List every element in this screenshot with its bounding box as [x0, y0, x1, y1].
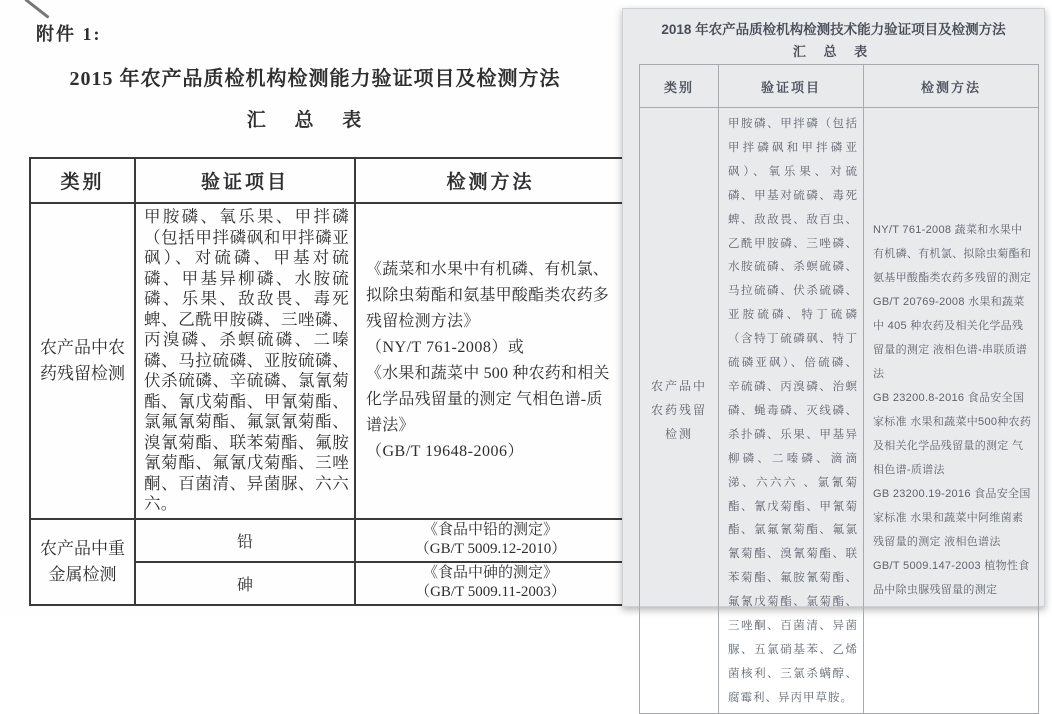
pesticide-methods-cell — [864, 108, 1039, 714]
method-entry-5: GB/T 5009.147-2003 植物性食品中除虫脲残留量的测定 — [873, 560, 1030, 597]
arsenic-method-code: （GB/T 5009.11-2003） — [415, 584, 566, 600]
method-entry-4: GB 23200.19-2016 食品安全国家标准 水果和蔬菜中阿维菌素残留量的测定 液相色谱法 — [873, 488, 1031, 549]
method-entry-3: GB 23200.8-2016 食品安全国家标准 水果和蔬菜中500种农药及相关化学品残留量的测定 气相色谱-质谱法 — [873, 392, 1032, 477]
pesticide-category-cell: 农产品中农药残留检测 — [640, 108, 719, 714]
method-code-2: （GB/T 19648-2006） — [366, 442, 524, 460]
document-subtitle-2018: 汇 总 表 — [792, 44, 875, 59]
document-title-2015: 2015 年农产品质检机构检测能力验证项目及检测方法 — [69, 68, 561, 90]
method-entry-1: NY/T 761-2008 蔬菜和水果中有机磷、有机氯、拟除虫菊酯和氨基甲酸酯类农药多残留的测定 — [873, 224, 1032, 285]
arsenic-method-title: 《食品中砷的测定》 — [422, 565, 558, 581]
summary-table-2015 — [29, 157, 627, 606]
header-category: 类别 — [640, 65, 719, 108]
method-code-1: （NY/T 761-2008）或 — [366, 338, 525, 356]
document-page-2018 — [622, 8, 1045, 704]
header-verification-items: 验证项目 — [135, 158, 355, 203]
method-entry-2: GB/T 20769-2008 水果和蔬菜中 405 种农药及相关化学品残留量的测定 液相色谱-串联质谱法 — [873, 296, 1028, 381]
header-verification-items: 验证项目 — [719, 65, 864, 108]
lead-method-cell — [355, 519, 626, 562]
heavy-metal-category-cell: 农产品中重金属检测 — [30, 519, 135, 605]
attachment-label: 附件 1: — [36, 24, 102, 44]
table-header-row — [30, 158, 626, 203]
header-detection-methods: 检测方法 — [864, 65, 1039, 108]
pen-mark — [24, 0, 49, 19]
heavy-metal-row-lead — [30, 519, 626, 562]
header-detection-methods: 检测方法 — [355, 158, 626, 203]
lead-method-title: 《食品中铅的测定》 — [422, 522, 558, 538]
arsenic-method-cell — [355, 562, 626, 605]
lead-method-code: （GB/T 5009.12-2010） — [414, 541, 567, 557]
pesticide-methods-cell — [355, 203, 626, 519]
method-standard-2: 《水果和蔬菜中 500 种农药和相关化学品残留量的测定 气相色谱-质谱法》 — [366, 364, 610, 434]
table-header-row — [640, 65, 1039, 108]
pesticide-row — [640, 108, 1039, 714]
document-subtitle-2015: 汇 总 表 — [246, 110, 374, 131]
arsenic-item-cell: 砷 — [135, 562, 355, 605]
pesticide-items-cell: 甲胺磷、甲拌磷（包括甲拌磷砜和甲拌磷亚砜）、氧乐果、对硫磷、甲基对硫磷、毒死蜱、敌敌畏、敌百虫、乙酰甲胺磷、三唑磷、水胺硫磷、杀螟硫磷、马拉硫磷、伏杀硫磷、亚胺硫磷、特丁硫磷（含特丁硫磷砜、特丁硫磷亚砜）、倍硫磷、辛硫磷、丙溴磷、治螟磷、蝇毒磷、灭线磷、杀扑磷、乐果、甲基异柳磷、二嗪磷、滴滴涕、六六六 、氯氰菊酯、氰戊菊酯、甲氰菊酯、氯氟氰菊酯、氟氯氰菊酯、溴氰菊酯、联苯菊酯、氟胺氰菊酯、氟氰戊菊酯、氯菊酯、三唑酮、百菌清、异菌脲、五氯硝基苯、乙烯菌核利、三氯杀螨醇、腐霉利、异丙甲草胺。 — [719, 108, 864, 714]
pesticide-row — [30, 203, 626, 519]
lead-item-cell: 铅 — [135, 519, 355, 562]
pesticide-items-cell: 甲胺磷、氧乐果、甲拌磷（包括甲拌磷砜和甲拌磷亚砜）、对硫磷、甲基对硫磷、甲基异柳磷、水胺硫磷、乐果、敌敌畏、毒死蜱、乙酰甲胺磷、三唑磷、丙溴磷、杀螟硫磷、二嗪磷、马拉硫磷、亚胺硫磷、伏杀硫磷、辛硫磷、氯氰菊酯、氰戊菊酯、甲氰菊酯、氯氟氰菊酯、氟氯氰菊酯、溴氰菊酯、联苯菊酯、氟胺氰菊酯、氟氰戊菊酯、三唑酮、百菌清、异菌脲、六六六。 — [135, 203, 355, 519]
header-category: 类别 — [30, 158, 135, 203]
summary-table-2018 — [639, 64, 1039, 714]
method-standard-1: 《蔬菜和水果中有机磷、有机氯、拟除虫菊酯和氨基甲酸酯类农药多残留检测方法》 — [366, 260, 610, 330]
pesticide-category-cell: 农产品中农药残留检测 — [30, 203, 135, 519]
document-title-2018: 2018 年农产品质检机构检测技术能力验证项目及检测方法 — [661, 22, 1006, 37]
